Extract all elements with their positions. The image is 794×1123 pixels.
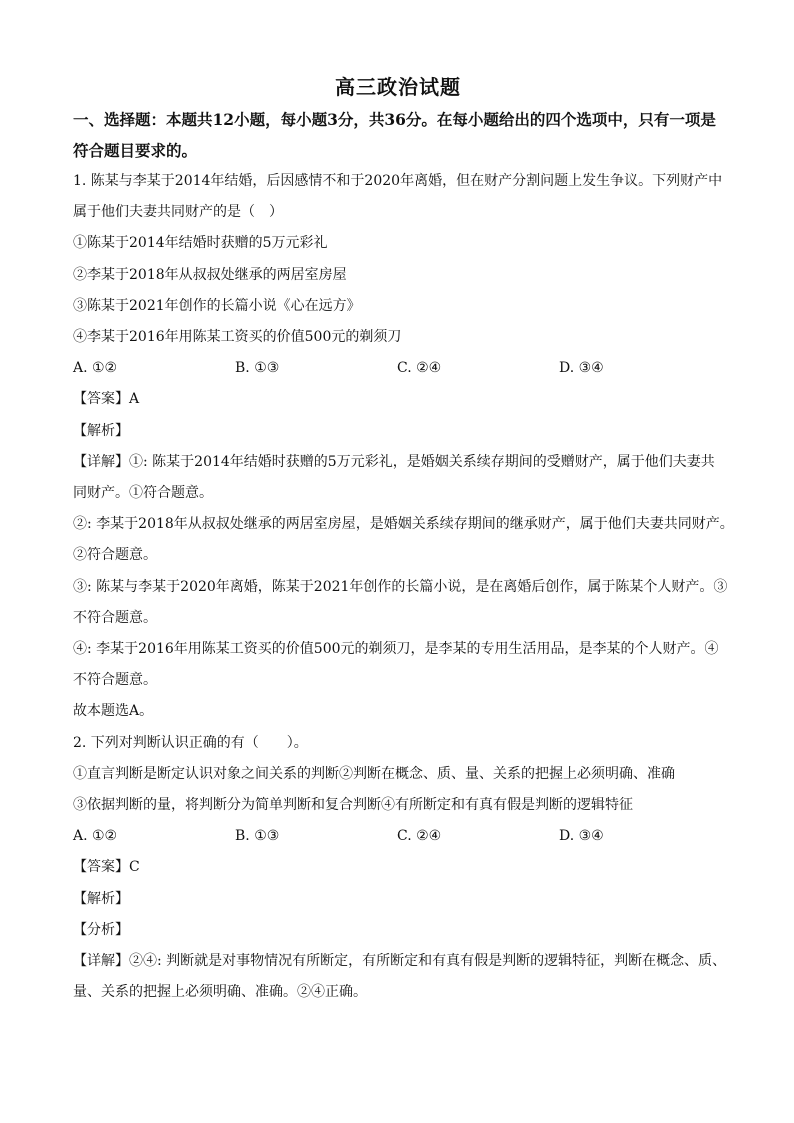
q1-option-d: D. ③④ (559, 360, 604, 377)
q1-detail-line-1: 【详解】①: 陈某于2014年结婚时获赠的5万元彩礼，是婚姻关系续存期间的受赠财产，属于他们夫妻共 (73, 453, 715, 470)
q2-detail-line-1: 【详解】②④: 判断就是对事物情况有所断定，有所断定和有真有假是判断的逻辑特征，判断在概念、质、 (73, 953, 727, 970)
q1-detail-line-3: ②: 李某于2018年从叔叔处继承的两居室房屋，是婚姻关系续存期间的继承财产，属于他们夫妻共同财产。 (73, 516, 734, 533)
q1-option-a: A. ①② (73, 360, 118, 377)
q2-option-a: A. ①② (73, 828, 118, 845)
q1-item-4: ④李某于2016年用陈某工资买的价值500元的剃须刀 (73, 329, 402, 346)
q2-option-d: D. ③④ (559, 828, 604, 845)
q2-item-line-1: ①直言判断是断定认识对象之间关系的判断②判断在概念、质、量、关系的把握上必须明确、准确 (73, 765, 675, 782)
q1-detail-line-4: ②符合题意。 (73, 547, 157, 564)
q1-detail-line-7: ④: 李某于2016年用陈某工资买的价值500元的剃须刀，是李某的专用生活用品，是李某的个人财产。④ (73, 641, 719, 658)
q1-detail-line-6: 不符合题意。 (73, 609, 157, 626)
q1-stem-line-1: 1. 陈某与李某于2014年结婚，后因感情不和于2020年离婚，但在财产分割问题上发生争议。下列财产中 (73, 173, 723, 189)
q2-item-line-2: ③依据判断的量，将判断分为简单判断和复合判断④有所断定和有真有假是判断的逻辑特征 (73, 797, 633, 814)
q1-detail-line-8: 不符合题意。 (73, 672, 157, 689)
section-heading: 一、选择题：本题共12小题，每小题3分，共36分。在每小题给出的四个选项中，只有一项是符合题目要求的。 (73, 110, 716, 160)
q1-item-1: ①陈某于2014年结婚时获赠的5万元彩礼 (73, 235, 328, 252)
q1-item-3: ③陈某于2021年创作的长篇小说《心在远方》 (73, 297, 361, 314)
q1-item-2: ②李某于2018年从叔叔处继承的两居室房屋 (73, 266, 347, 283)
q1-analysis-label: 【解析】 (73, 422, 129, 439)
document-page (73, 70, 734, 1008)
q2-stem: 2. 下列对判断认识正确的有（ ）。 (73, 734, 308, 751)
q2-option-b: B. ①③ (235, 828, 280, 845)
q1-option-b: B. ①③ (235, 360, 280, 377)
q2-answer: 【答案】C (73, 859, 140, 876)
q1-detail-line-5: ③: 陈某与李某于2020年离婚，陈某于2021年创作的长篇小说，是在离婚后创作，属于陈某个人财产。③ (73, 578, 728, 595)
q2-options (73, 821, 723, 852)
q1-option-c: C. ②④ (397, 360, 442, 377)
q2-analysis-label: 【解析】 (73, 890, 129, 907)
q2-detail-line-2: 量、关系的把握上必须明确、准确。②④正确。 (73, 984, 367, 1001)
q2-fenxi-label: 【分析】 (73, 921, 129, 938)
q2-option-c: C. ②④ (397, 828, 442, 845)
q1-conclusion: 故本题选A。 (73, 703, 154, 720)
q1-detail-line-2: 同财产。①符合题意。 (73, 485, 213, 502)
page-title: 高三政治试题 (335, 75, 461, 99)
q1-stem-line-2: 属于他们夫妻共同财产的是（ ） (73, 204, 283, 221)
q1-options (73, 353, 723, 384)
q1-answer: 【答案】A (73, 391, 140, 408)
